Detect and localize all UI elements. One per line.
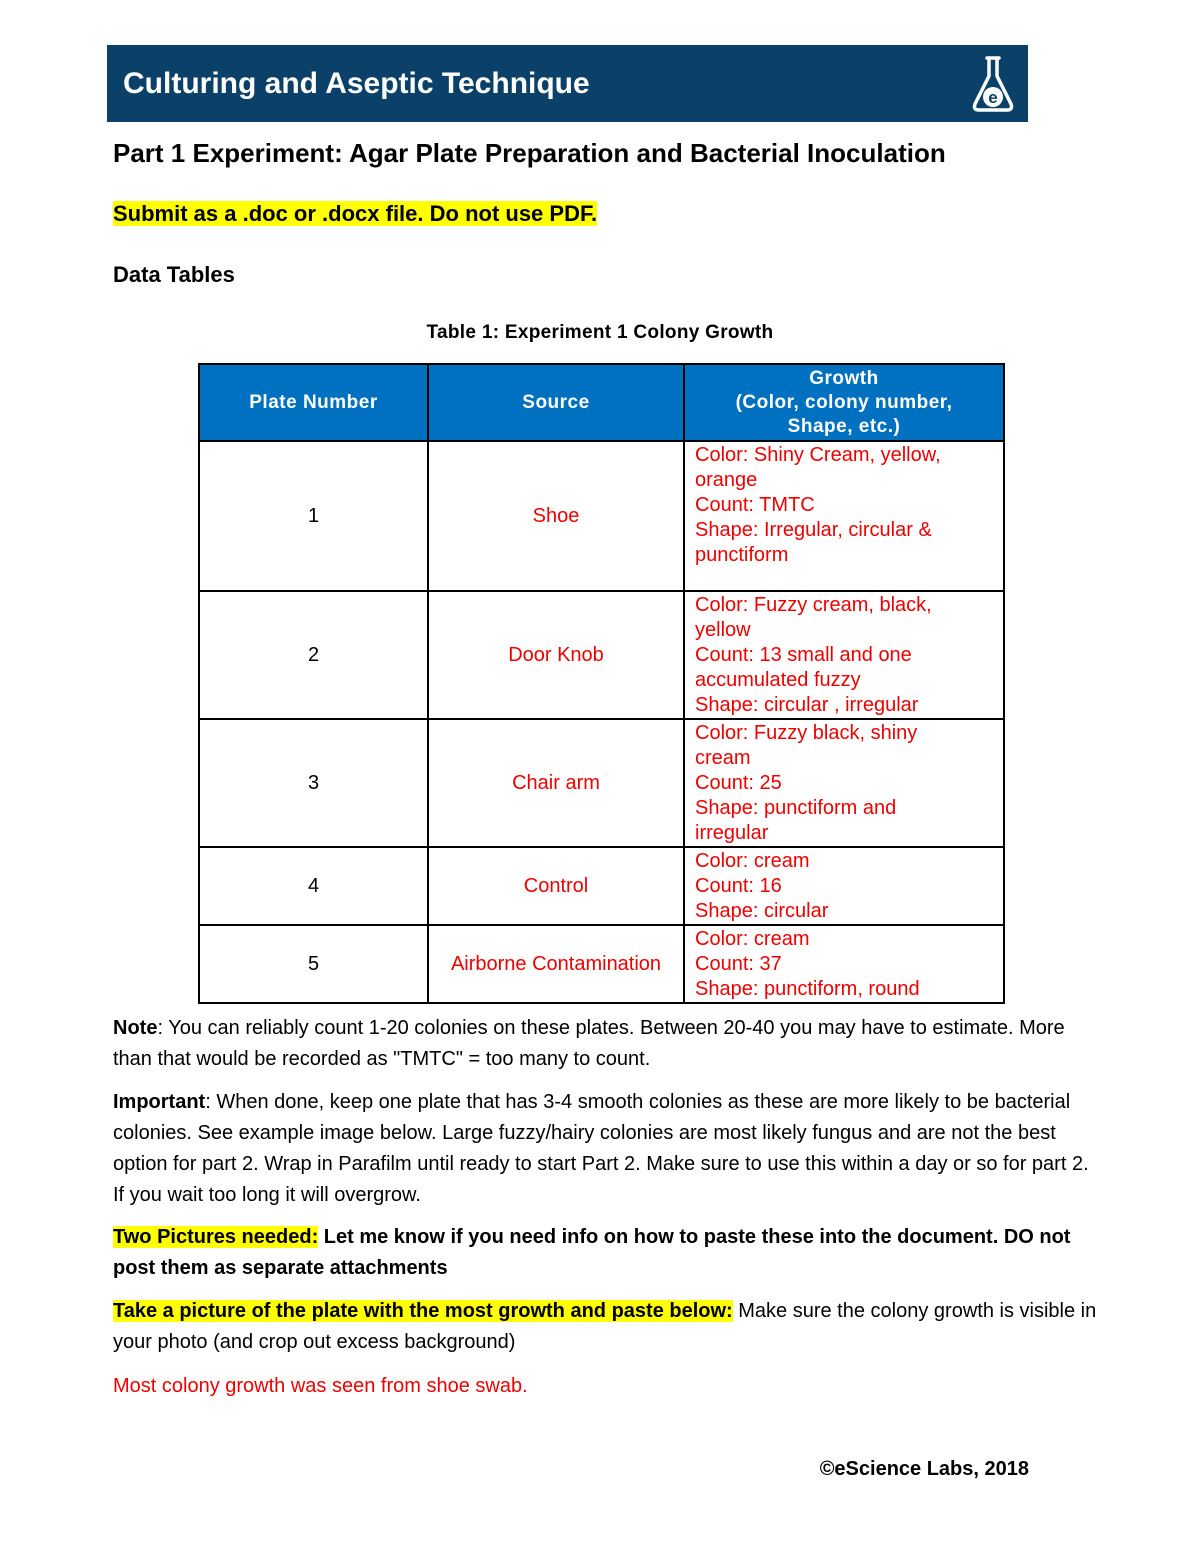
table-header-row — [199, 364, 1004, 441]
growth-line: Count: TMTC — [695, 494, 815, 516]
copyright-footer: ©eScience Labs, 2018 — [819, 1458, 1029, 1480]
header-growth-line: Shape, etc.) — [787, 415, 901, 437]
growth-line: cream — [695, 747, 751, 769]
pictures-text: Let me know if you need info on how to paste these into the document. DO not post them as separate attachments — [113, 1226, 1071, 1279]
growth-line: punctiform — [695, 544, 789, 566]
table-caption: Table 1: Experiment 1 Colony Growth — [426, 322, 774, 343]
note-text: : You can reliably count 1-20 colonies on these plates. Between 20-40 you may have to estimate. More than that would be recorded as "TMTC" = too many to count. — [113, 1017, 1065, 1070]
growth-line: Shape: circular — [695, 900, 829, 922]
header-growth-line: Growth — [809, 367, 879, 389]
take-picture-text: Make sure the colony growth is visible in your photo (and crop out excess background) — [113, 1300, 1097, 1353]
growth-cell — [684, 591, 1004, 719]
plate-number-cell: 1 — [199, 441, 428, 591]
growth-line: Shape: punctiform and — [695, 797, 897, 819]
growth-line: Count: 13 small and one — [695, 644, 912, 666]
submit-instruction — [113, 201, 597, 227]
growth-cell — [684, 719, 1004, 847]
growth-line: Count: 16 — [695, 875, 782, 897]
take-picture-label: Take a picture of the plate with the most growth and paste below: — [113, 1300, 733, 1322]
growth-line: orange — [695, 469, 758, 491]
flask-logo-icon — [968, 52, 1018, 116]
table-row — [199, 719, 1004, 847]
header-plate-number: Plate Number — [199, 364, 428, 441]
important-label: Important — [113, 1091, 206, 1113]
plate-number-cell: 4 — [199, 847, 428, 925]
plate-number-cell: 2 — [199, 591, 428, 719]
important-text: : When done, keep one plate that has 3-4 smooth colonies as these are more likely to be bacterial colonies. See example image below. Large fuzzy/hairy colonies are most likely fungus and are not the best option for part 2. Wrap in Parafilm until ready to start Part 2. Make sure to use this within a day or so for part 2. If you wait too long it will overgrow. — [113, 1091, 1089, 1206]
part-title: Part 1 Experiment: Agar Plate Preparation and Bacterial Inoculation — [113, 138, 946, 168]
plate-number-cell: 5 — [199, 925, 428, 1003]
data-tables-heading: Data Tables — [113, 262, 235, 287]
source-cell: Airborne Contamination — [428, 925, 684, 1003]
answer-text: Most colony growth was seen from shoe swab. — [113, 1375, 528, 1397]
take-picture-paragraph — [113, 1296, 1103, 1358]
table-row — [199, 847, 1004, 925]
note-label: Note — [113, 1017, 158, 1039]
important-paragraph — [113, 1087, 1103, 1211]
pictures-paragraph — [113, 1222, 1103, 1284]
growth-line: Color: Fuzzy cream, black, — [695, 594, 932, 616]
growth-line: Shape: Irregular, circular & — [695, 519, 932, 541]
source-cell: Chair arm — [428, 719, 684, 847]
header-banner — [107, 45, 1028, 122]
growth-line: Color: Fuzzy black, shiny — [695, 722, 918, 744]
growth-line: Color: cream — [695, 928, 810, 950]
document-title: Culturing and Aseptic Technique — [123, 66, 590, 100]
growth-line: Color: cream — [695, 850, 810, 872]
header-source: Source — [428, 364, 684, 441]
source-cell: Shoe — [428, 441, 684, 591]
table-row — [199, 925, 1004, 1003]
submit-highlight: Submit as a .doc or .docx file. Do not use PDF. — [113, 201, 598, 226]
growth-line: Count: 37 — [695, 953, 782, 975]
note-paragraph — [113, 1013, 1103, 1075]
logo-letter: e — [988, 87, 998, 107]
growth-cell — [684, 847, 1004, 925]
source-cell: Control — [428, 847, 684, 925]
growth-cell — [684, 925, 1004, 1003]
pictures-label: Two Pictures needed: — [113, 1226, 319, 1248]
growth-line: yellow — [695, 619, 751, 641]
table-row — [199, 441, 1004, 591]
header-growth — [684, 364, 1004, 441]
colony-growth-table — [198, 363, 1005, 1004]
plate-number-cell: 3 — [199, 719, 428, 847]
growth-line: Color: Shiny Cream, yellow, — [695, 444, 941, 466]
source-cell: Door Knob — [428, 591, 684, 719]
growth-line: Count: 25 — [695, 772, 782, 794]
table-row — [199, 591, 1004, 719]
growth-line: Shape: punctiform, round — [695, 978, 920, 1000]
growth-cell — [684, 441, 1004, 591]
growth-line: accumulated fuzzy — [695, 669, 861, 691]
growth-line: Shape: circular , irregular — [695, 694, 919, 716]
growth-line: irregular — [695, 822, 769, 844]
header-growth-line: (Color, colony number, — [735, 391, 953, 413]
